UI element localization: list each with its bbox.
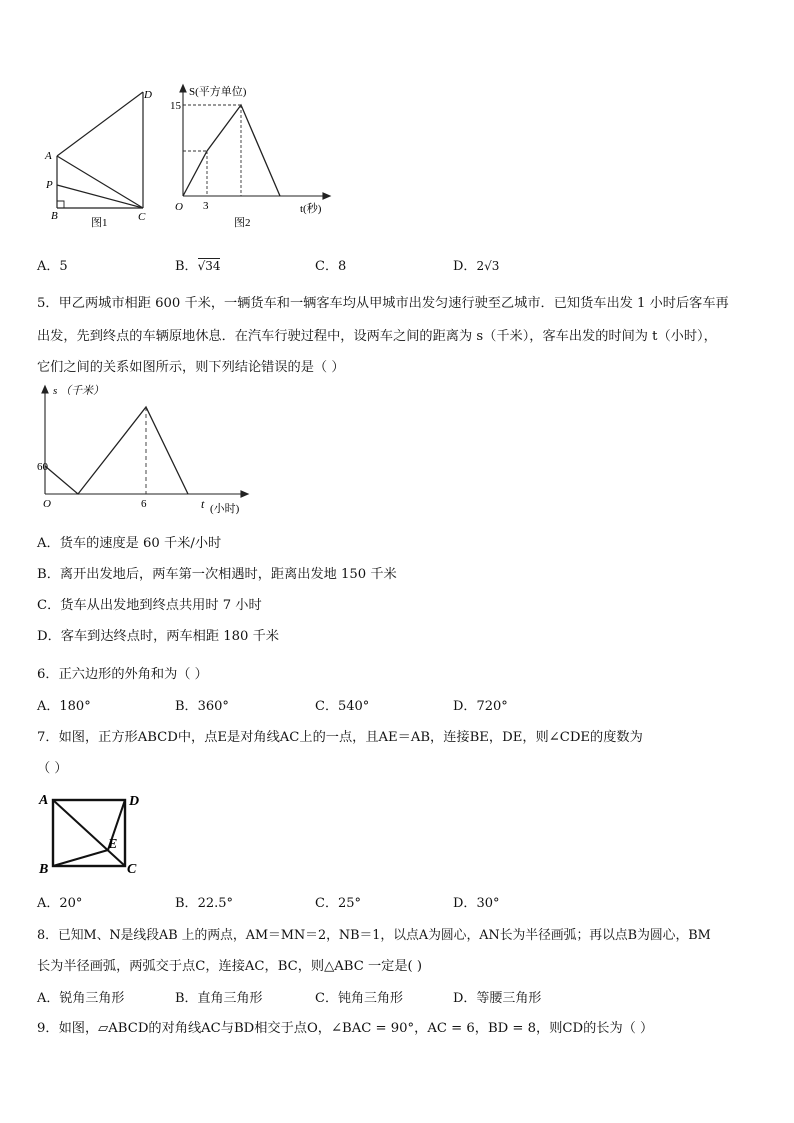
option-letter: C． [315, 259, 338, 274]
option-value: 30° [476, 896, 500, 911]
label-c: C [138, 211, 146, 223]
q7-option-a [37, 892, 82, 911]
x-axis-label: t(秒) [300, 203, 322, 215]
label-c: C [127, 862, 137, 876]
segment-pc [57, 185, 143, 208]
q4-option-a [37, 255, 68, 274]
option-value: 540° [337, 699, 370, 714]
q6-question: 6．正六边形的外角和为（ ） [37, 667, 208, 682]
y-axis-label [53, 384, 104, 397]
y-axis-label-text: s （千米） [53, 385, 105, 397]
option-value: 360° [197, 699, 229, 714]
segment-ac [57, 156, 143, 208]
option-value: 25° [337, 896, 361, 911]
option-value: 20° [59, 896, 83, 911]
segment-ad [57, 92, 143, 156]
q8-option-d: D．等腰三角形 [453, 991, 542, 1006]
figure-2-caption: 图2 [234, 217, 251, 229]
q8-line-1: 8．已知M、N是线段AB 上的两点，AM＝MN＝2，NB＝1，以点A为圆心，AN长为半径画弧；再以点B为圆心，BM [37, 928, 711, 943]
option-value: 2√3 [476, 259, 500, 273]
option-letter: A． [37, 699, 60, 714]
q6-option-d [453, 695, 508, 714]
q5-line-3: 它们之间的关系如图所示，则下列结论错误的是（ ） [37, 360, 345, 375]
q8-option-b: B．直角三角形 [175, 991, 263, 1006]
label-a: A [45, 150, 52, 162]
q8-option-c: C．钝角三角形 [315, 991, 403, 1006]
origin-label: O [175, 201, 183, 213]
option-letter: C． [315, 896, 338, 911]
option-value: 720° [476, 699, 508, 714]
figure-1-caption: 图1 [91, 217, 108, 229]
label-p: P [46, 179, 53, 191]
q6-option-c [315, 695, 369, 714]
option-value: 5 [59, 259, 68, 274]
distance-curve [45, 407, 188, 494]
y-tick-15: 15 [170, 100, 181, 112]
option-letter: B． [175, 896, 198, 911]
option-letter: C． [315, 699, 338, 714]
q5-option-b: B．离开出发地后，两车第一次相遇时，距离出发地 150 千米 [37, 567, 397, 582]
y-axis-label: S(平方单位) [189, 86, 247, 98]
x-axis-arrow [241, 491, 248, 497]
q5-option-d: D．客车到达终点时，两车相距 180 千米 [37, 629, 279, 644]
label-d: D [129, 794, 140, 809]
label-b: B [39, 862, 49, 876]
q5-option-a: A．货车的速度是 60 千米/小时 [37, 536, 222, 551]
option-letter: D． [453, 259, 477, 274]
origin-label: O [43, 498, 51, 510]
figure-2 [168, 80, 338, 232]
q5-line-1: 5．甲乙两城市相距 600 千米，一辆货车和一辆客车均从甲城市出发匀速行驶至乙城市．已知货车出发 1 小时后客车再 [37, 296, 729, 311]
x-axis-arrow [323, 193, 330, 199]
right-angle-mark [57, 201, 64, 208]
q9-question: 9．如图，▱ABCD的对角线AC与BD相交于点O，∠BAC = 90°，AC = 6，BD = 8，则CD的长为（ ） [37, 1021, 654, 1036]
q5-option-c: C．货车从出发地到终点共用时 7 小时 [37, 598, 262, 613]
q7-line-2: （ ） [37, 761, 68, 776]
x-axis-label: t [201, 497, 205, 511]
q4-option-d [453, 255, 499, 274]
label-b: B [51, 210, 58, 222]
label-d: D [144, 89, 152, 101]
q8-option-a: A．锐角三角形 [37, 991, 125, 1006]
q7-option-d [453, 892, 499, 911]
x-tick-6: 6 [141, 498, 147, 510]
q5-graph [33, 380, 273, 520]
q6-option-b [175, 695, 229, 714]
area-curve [183, 105, 280, 196]
q7-option-b [175, 892, 233, 911]
q4-option-c [315, 255, 346, 274]
y-axis-arrow [180, 85, 186, 92]
figure-1 [40, 85, 160, 230]
option-letter: D． [453, 896, 477, 911]
q6-option-a [37, 695, 91, 714]
option-letter: A． [37, 896, 60, 911]
label-e: E [108, 837, 118, 852]
q8-line-2: 长为半径画弧，两弧交于点C，连接AC，BC，则△ABC 一定是( ) [37, 959, 423, 974]
y-axis-arrow [42, 386, 48, 393]
option-value: 22.5° [197, 896, 234, 911]
q4-option-b [175, 255, 220, 274]
x-axis-unit: (小时) [210, 503, 240, 515]
option-value: 8 [337, 259, 347, 274]
label-a: A [39, 793, 49, 808]
option-letter: B． [175, 699, 198, 714]
option-letter: A． [37, 259, 60, 274]
option-value: √34 [197, 259, 221, 273]
q5-line-2: 出发，先到终点的车辆原地休息．在汽车行驶过程中，设两车之间的距离为 s（千米），客车出发的时间为 t（小时）， [37, 329, 717, 344]
option-letter: B． [175, 259, 198, 274]
segment-be [53, 850, 108, 866]
q7-option-c [315, 892, 361, 911]
option-value: 180° [59, 699, 91, 714]
q7-line-1: 7．如图，正方形ABCD中，点E是对角线AC上的一点，且AE＝AB，连接BE，DE，则∠CDE的度数为 [37, 730, 643, 745]
y-tick-60: 60 [37, 461, 48, 473]
q7-square-figure [36, 790, 148, 876]
option-letter: D． [453, 699, 477, 714]
x-tick-3: 3 [203, 200, 209, 212]
